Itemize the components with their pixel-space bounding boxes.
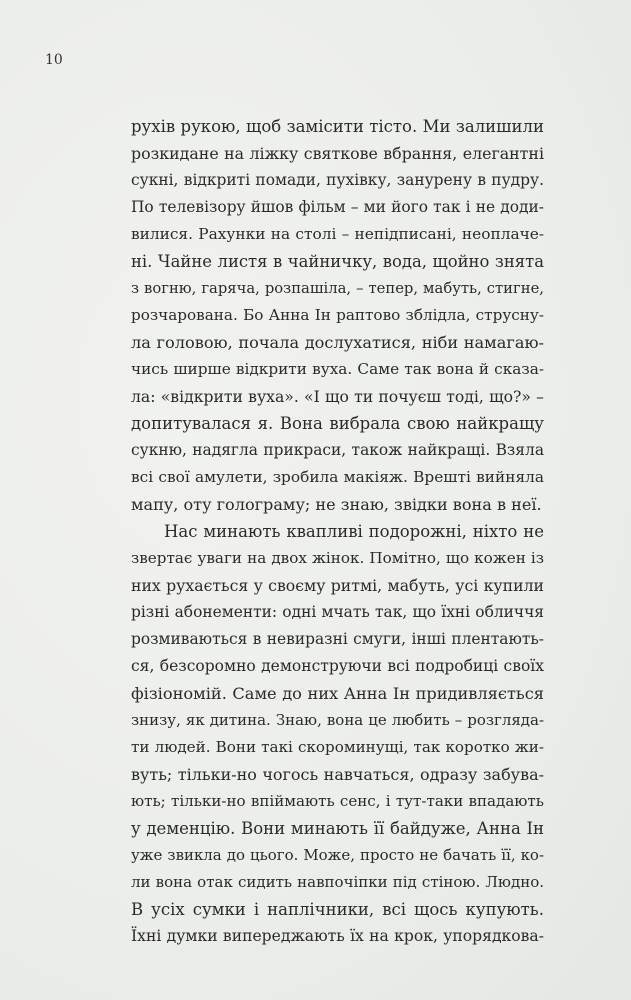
text-line: розкидане на ліжку святкове вбрання, елегантні — [131, 144, 544, 163]
text-line: вуть; тільки-но чогось навчаться, одразу забува- — [131, 765, 544, 784]
text-line-paragraph-start: Нас минають квапливі подорожні, ніхто не — [164, 522, 544, 541]
text-line: Їхні думки випереджають їх на крок, упорядкова- — [131, 927, 544, 945]
text-line: вилися. Рахунки на столі – непідписані, неоплаче- — [131, 225, 544, 243]
text-line: з вогню, гаряча, розпашіла, – тепер, мабуть, стигне, — [131, 280, 544, 297]
text-line: всі свої амулети, зробила макіяж. Врешті вийняла — [131, 468, 544, 486]
text-line: розмиваються в невиразні смуги, інші плентають- — [131, 630, 544, 648]
text-line: ти людей. Вони такі скороминущі, так коротко жи- — [131, 738, 544, 756]
text-line: ла головою, почала дослухатися, ніби намагаю- — [131, 333, 544, 352]
text-line: уже звикла до цього. Може, просто не бачать її, ко- — [131, 846, 544, 864]
text-line: По телевізору йшов фільм – ми його так і не доди- — [131, 198, 544, 216]
text-line: звертає уваги на двох жінок. Помітно, що кожен із — [131, 549, 544, 567]
text-line: ся, безсоромно демонструючи всі подробиці своїх — [131, 657, 544, 675]
text-line: ла: «відкрити вуха». «І що ти почуєш тоді, що?» – — [131, 387, 544, 406]
text-line: сукню, надягла прикраси, також найкращі. Взяла — [131, 441, 544, 459]
text-line: В усіх сумки і наплічники, всі щось купують. — [131, 900, 544, 919]
text-line: ють; тільки-но впіймають сенс, і тут-таки впадають — [131, 792, 544, 810]
text-line: ні. Чайне листя в чайничку, вода, щойно знята — [131, 252, 544, 271]
page-number: 10 — [45, 52, 63, 68]
text-line: рухів рукою, щоб замісити тісто. Ми залишили — [131, 117, 544, 136]
text-line: розчарована. Бо Анна Ін раптово зблідла, струсну- — [131, 306, 544, 324]
text-line: сукні, відкриті помади, пухівку, занурену в пудру. — [131, 171, 544, 189]
text-line: ли вона отак сидить навпочіпки під стіною. Людно. — [131, 873, 544, 891]
text-line: них рухається у своєму ритмі, мабуть, усі купили — [131, 576, 544, 595]
text-line: у деменцію. Вони минають її байдуже, Анна Ін — [131, 819, 544, 838]
text-line: фізіономій. Саме до них Анна Ін придивляється — [131, 684, 544, 703]
text-line-paragraph-end: мапу, оту голограму; не знаю, звідки вона в неї. — [131, 495, 542, 514]
body-text — [131, 113, 544, 950]
text-line: знизу, як дитина. Знаю, вона це любить – розгляда- — [131, 711, 544, 729]
text-line: чись ширше відкрити вуха. Саме так вона й сказа- — [131, 360, 544, 378]
text-line: допитувалася я. Вона вибрала свою найкращу — [131, 414, 544, 433]
text-line: різні абонементи: одні мчать так, що їхні обличчя — [131, 603, 544, 621]
